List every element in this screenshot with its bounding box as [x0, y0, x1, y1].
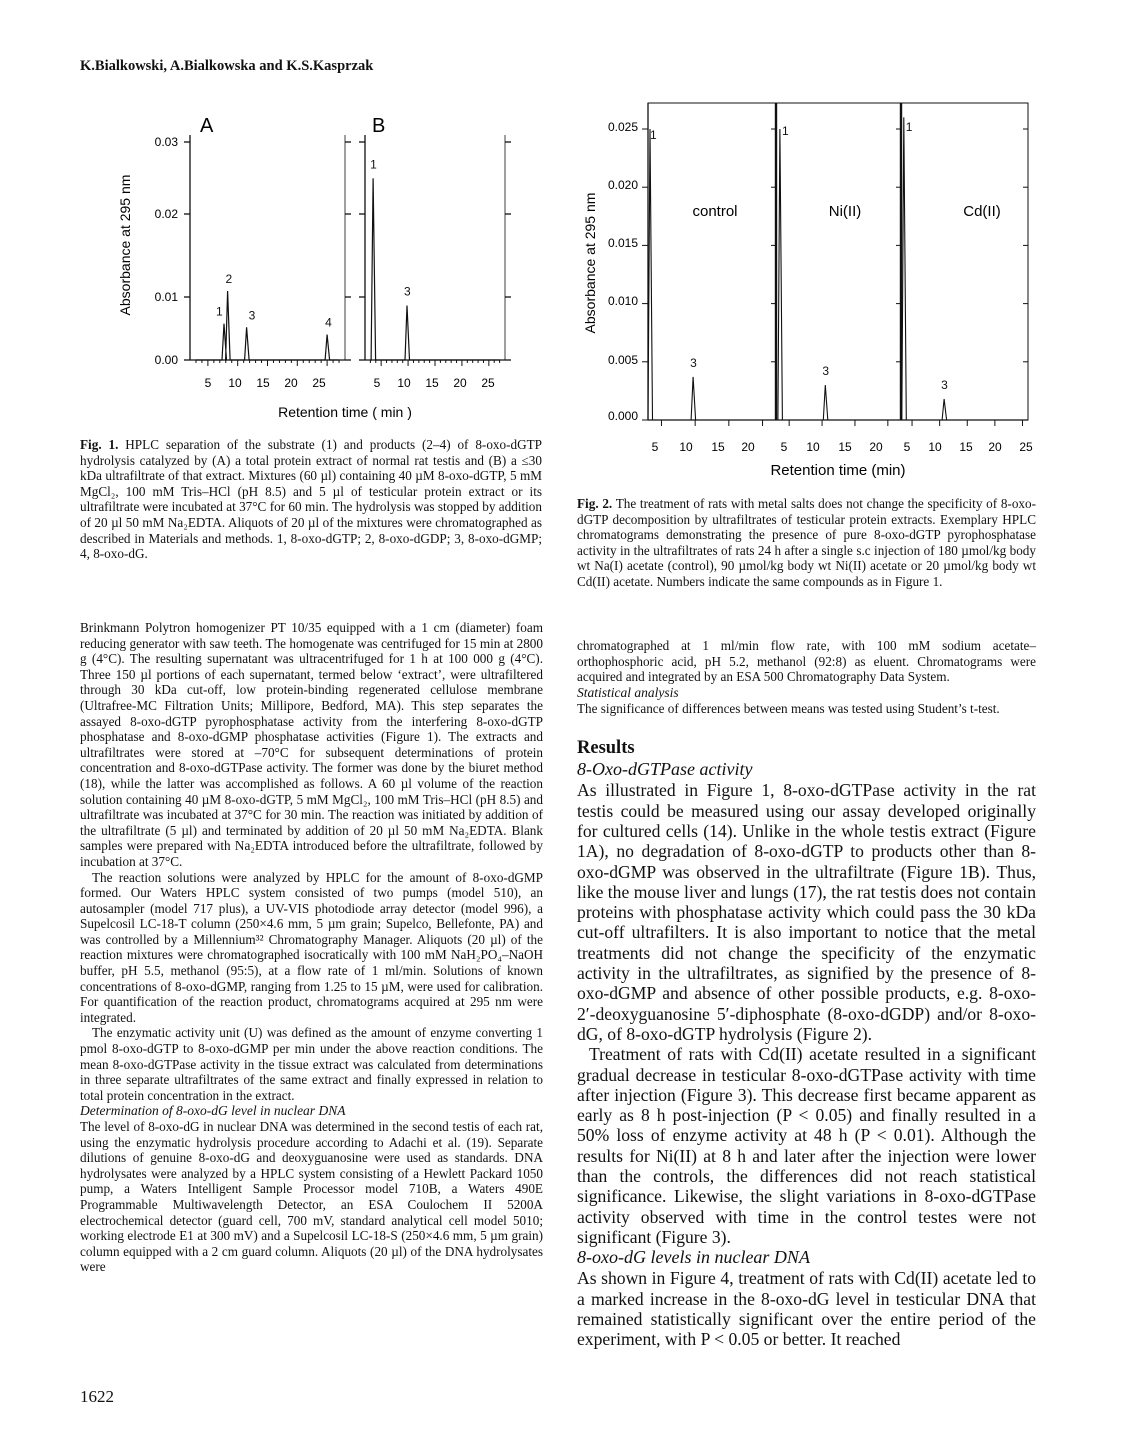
fig1-ytick-2: 0.02 — [154, 207, 178, 221]
fig1-ytick-0: 0.00 — [154, 353, 178, 367]
fig1a-trace — [196, 291, 339, 360]
fig2-ytick-4: 0.020 — [607, 178, 638, 192]
fig2-trace-2 — [901, 117, 1028, 420]
fig2-xtick: 20 — [741, 440, 755, 454]
fig2-peak-label: 3 — [822, 364, 830, 379]
fig1a-xtick-5: 5 — [204, 376, 212, 390]
fig2-y-axis-label: Absorbance at 295 nm — [582, 192, 598, 334]
right-column-body — [577, 638, 1036, 1349]
fig2-trace-0 — [648, 129, 776, 420]
fig2-peak-label: 1 — [905, 120, 913, 134]
fig2-panel-control: control — [692, 203, 738, 220]
fig1b-xtick-5: 5 — [373, 376, 381, 390]
fig1-ytick-1: 0.01 — [154, 290, 178, 304]
statistical-analysis-text: The significance of differences between means was tested using Student’s t-test. — [577, 700, 1000, 716]
fig2-ytick-0: 0.000 — [607, 409, 638, 423]
fig1a-peak-label: 3 — [248, 308, 256, 323]
fig2-ytick-3: 0.015 — [607, 236, 638, 250]
fig2-panel-cd: Cd(II) — [963, 203, 1001, 220]
fig2-trace-1 — [776, 129, 901, 420]
left-paragraph-2: The reaction solutions were analyzed by HPLC for the amount of 8-oxo-dGMP formed. Our Waters HPLC system consisted of two pumps (model 510), an autosampler (model 717 plus), a UV-VIS photodiode array detector (model 996), a Supelcosil LC-18-T column (250×4.6 mm, 5 µm grain; Supelco, Bellefonte, PA) and was controlled by a Millennium³² Chromatography Manager. Aliquots (20 µl) of the reaction mixtures were chromatographed isocratically with 100 mM NaH₂PO₄–NaOH buffer, pH 5.5, methanol (95:5), at a flow rate of 1 ml/min. Solutions of known concentrations of 8-oxo-dGMP, ranging from 1.25 to 15 µM, were used for calibration. For quantification of the reaction product, chromatograms acquired at 295 nm were integrated. — [80, 869, 543, 1025]
section-heading-8-oxo-dgtpase: 8-Oxo-dGTPase activity — [577, 759, 753, 780]
fig1b-peak-label: 3 — [404, 284, 411, 299]
page-number: 1622 — [80, 1387, 114, 1406]
fig2-xtick: 20 — [988, 440, 1002, 454]
fig2-xtick: 5 — [780, 440, 788, 454]
fig1-panel-b-label: B — [372, 115, 386, 137]
fig1a-xtick-10: 10 — [228, 376, 242, 390]
fig2-xtick: 25 — [1019, 440, 1033, 454]
fig2-xtick: 10 — [806, 440, 820, 454]
fig1b-xtick-25: 25 — [481, 376, 495, 390]
fig1-caption-label: Fig. 1. — [80, 437, 119, 452]
results-paragraph-1: As illustrated in Figure 1, 8-oxo-dGTPase activity in the rat testis could be measured using our assay developed originally for cultured cells (14). Unlike in the whole testis extract (Figure 1A), no degradation of 8-oxo-dGTP to products other than 8-oxo-dGMP was observed in the ultrafiltrate (Figure 1B). Thus, like the mouse liver and lungs (17), the rat testis does not contain proteins with phosphatase activity which could pass the 30 kDa cut-off ultrafilters. It is also important to notice that the metal treatments did not change the specificity of the enzymatic activity in the ultrafiltrates, as signified by the presence of 8-oxo-dGMP and absence of other possible products, e.g. 8-oxo-2′-deoxyguanosine 5′-diphosphate (8-oxo-dGDP) and/or 8-oxo-dG, of 8-oxo-dGTP hydrolysis (Figure 2). — [577, 780, 1036, 1044]
fig2-peak-label: 3 — [941, 378, 948, 393]
fig1b-xtick-15: 15 — [425, 376, 439, 390]
fig2-peak-label: 1 — [650, 128, 657, 142]
fig1b-peak-label: 1 — [370, 157, 377, 172]
figure-1-caption — [80, 437, 542, 562]
fig2-peak-label: 1 — [781, 124, 789, 138]
fig2-xtick: 20 — [869, 440, 883, 454]
fig1a-peak-label: 2 — [225, 271, 233, 286]
fig2-xtick: 15 — [959, 440, 973, 454]
fig1a-xtick-25: 25 — [312, 376, 326, 390]
fig2-plot-frame — [648, 103, 1028, 420]
fig1a-xtick-20: 20 — [284, 376, 298, 390]
fig1-x-axis-label: Retention time ( min ) — [278, 404, 412, 420]
fig2-panel-ni: Ni(II) — [828, 203, 862, 220]
fig2-caption-text: The treatment of rats with metal salts does not change the specificity of 8-oxo-dGTP decomposition by ultrafiltrates of testicular protein extracts. Exemplary HPLC chromatograms demonstrating the presence of pure 8-oxo-dGTP pyrophosphatase activity in the ultrafiltrates of rats 24 h after a single s.c injection of 180 µmol/kg body wt Na(I) acetate (control), 90 µmol/kg body wt Ni(II) acetate or 20 µmol/kg body wt Cd(II) acetate. Numbers indicate the same compounds as in Figure 1. — [577, 496, 1036, 589]
fig1-panel-a-label: A — [200, 115, 214, 137]
subheading-statistical-analysis: Statistical analysis — [577, 684, 679, 700]
left-paragraph-3: The enzymatic activity unit (U) was defined as the amount of enzyme converting 1 pmol 8-oxo-dGTP to 8-oxo-dGMP per min under the above reaction conditions. The mean 8-oxo-dGTPase activity in the tissue extract was calculated from determinations in three separate ultrafiltrates of the same extract and finally expressed in relation to total protein concentration in the extract. — [80, 1025, 543, 1103]
fig2-xtick: 15 — [838, 440, 852, 454]
figure-2-chart — [570, 95, 1040, 490]
fig2-x-axis-label: Retention time (min) — [770, 462, 906, 479]
fig1-ytick-3: 0.03 — [154, 135, 178, 149]
right-paragraph-1: chromatographed at 1 ml/min flow rate, with 100 mM sodium acetate–orthophosphoric acid, pH 5.2, methanol (92:8) as eluent. Chromatograms were acquired and integrated by an ESA 500 Chromatography Data System. — [577, 638, 1036, 685]
results-paragraph-3: As shown in Figure 4, treatment of rats with Cd(II) acetate led to a marked increase in the 8-oxo-dG level in testicular DNA that remained statistically significant over the entire period of the experiment, with P < 0.05 or better. It reached — [577, 1268, 1036, 1350]
results-heading: Results — [577, 738, 635, 759]
fig2-xtick: 10 — [679, 440, 693, 454]
fig1-y-axis-label: Absorbance at 295 nm — [117, 174, 133, 316]
fig2-xtick: 5 — [651, 440, 659, 454]
fig1a-xtick-15: 15 — [256, 376, 270, 390]
fig1b-xtick-10: 10 — [397, 376, 411, 390]
figure-2-caption — [577, 496, 1036, 590]
fig2-xtick: 5 — [903, 440, 911, 454]
fig2-ytick-1: 0.005 — [607, 353, 638, 367]
left-paragraph-4: The level of 8-oxo-dG in nuclear DNA was determined in the second testis of each rat, using the enzymatic hydrolysis procedure according to Adachi et al. (19). Separate dilutions of genuine 8-oxo-dG and deoxyguanosine were used as standards. DNA hydrolysates were analyzed by a HPLC system consisting of a Hewlett Packard 1050 pump, a Waters Intelligent Sample Processor model 710B, a Waters 490E Programmable Multiwavelength Detector, an ESA Coulochem II 5200A electrochemical detector (guard cell, 700 mV, standard analytical cell model 5010; working electrode E1 at 300 mV) and a Supelcosil LC-18-S (250×4.6 mm, 5 µm grain) column equipped with a 2 cm guard column. Aliquots (20 µl) of the DNA hydrolysates were — [80, 1119, 543, 1275]
fig1b-trace — [370, 178, 499, 360]
subheading-8-oxo-dg: Determination of 8-oxo-dG level in nuclear DNA — [80, 1103, 346, 1119]
section-heading-8-oxo-dg-levels: 8-oxo-dG levels in nuclear DNA — [577, 1247, 810, 1268]
running-header: K.Bialkowski, A.Bialkowska and K.S.Kasprzak — [80, 58, 374, 74]
fig1a-peak-label: 4 — [325, 315, 332, 330]
fig2-caption-label: Fig. 2. — [577, 496, 613, 511]
left-column-body — [80, 620, 543, 1275]
fig1b-xtick-20: 20 — [453, 376, 467, 390]
fig2-xtick: 10 — [928, 440, 942, 454]
fig1a-peak-label: 1 — [215, 304, 223, 319]
fig1-caption-text: HPLC separation of the substrate (1) and products (2–4) of 8-oxo-dGTP hydrolysis catalyzed by (A) a total protein extract of normal rat testis and (B) a ≤30 kDa ultrafiltrate of that extract. Mixtures (60 µl) containing 40 µM 8-oxo-dGTP, 5 mM MgCl₂, 100 mM Tris–HCl (pH 8.5) and 5 µl of testicular protein extract or its ultrafiltrate were incubated at 37°C for 60 min. The hydrolysis was stopped by addition of 20 µl 50 mM Na₂EDTA. Aliquots of 20 µl of the mixtures were chromatographed as described in Materials and methods. 1, 8-oxo-dGTP; 2, 8-oxo-dGDP; 3, 8-oxo-dGMP; 4, 8-oxo-dG. — [80, 437, 542, 562]
fig2-ytick-2: 0.010 — [607, 294, 638, 308]
left-paragraph-1: Brinkmann Polytron homogenizer PT 10/35 equipped with a 1 cm (diameter) foam reducing generator with saw teeth. The homogenate was centrifuged for 15 min at 2800 g (4°C). The resulting supernatant was ultracentrifuged for 1 h at 100 000 g (4°C). Three 150 µl portions of each supernatant, termed below ‘extract’, were ultrafiltered through 30 kDa cut-off, low protein-binding regenerated cellulose membrane (Ultrafree-MC Filtration Units; Millipore, Bedford, MA). This step separates the assayed 8-oxo-dGTP pyrophosphatase activity from the interfering 8-oxo-dGTP phosphatase and 8-oxo-dGMP phosphatase activities (Figure 1). The extracts and ultrafiltrates were stored at –70°C for subsequent determinations of protein concentration and 8-oxo-dGTPase activity. The former was done by the biuret method (18), while the latter was accomplished as follows. A 60 µl volume of the reaction solution containing 40 µM 8-oxo-dGTP, 5 mM MgCl₂, 100 mM Tris–HCl (pH 8.5) and ultrafiltrate was incubated at 37°C for 30 min. The reaction was initiated by addition of the ultrafiltrate (5 µl) and terminated by addition of 20 µl 50 mM Na₂EDTA. Blank samples were prepared with Na₂EDTA introduced before the ultrafiltrate, followed by incubation at 37°C. — [80, 620, 543, 869]
figure-1-chart — [80, 90, 520, 430]
fig2-ytick-5: 0.025 — [607, 120, 638, 134]
fig2-xtick: 15 — [711, 440, 725, 454]
fig2-peak-label: 3 — [690, 355, 697, 370]
results-paragraph-2: Treatment of rats with Cd(II) acetate resulted in a significant gradual decrease in testicular 8-oxo-dGTPase activity with time after injection (Figure 3). This decrease first became apparent as early as 8 h post-injection (P < 0.05) and finally resulted in a 50% loss of enzyme activity at 48 h (P < 0.01). Although the results for Ni(II) at 8 h and later after the injection were lower than the controls, the differences did not reach statistical significance. Likewise, the slight variations in 8-oxo-dGTPase activity observed with time in the control testes were not significant (Figure 3). — [577, 1044, 1036, 1247]
